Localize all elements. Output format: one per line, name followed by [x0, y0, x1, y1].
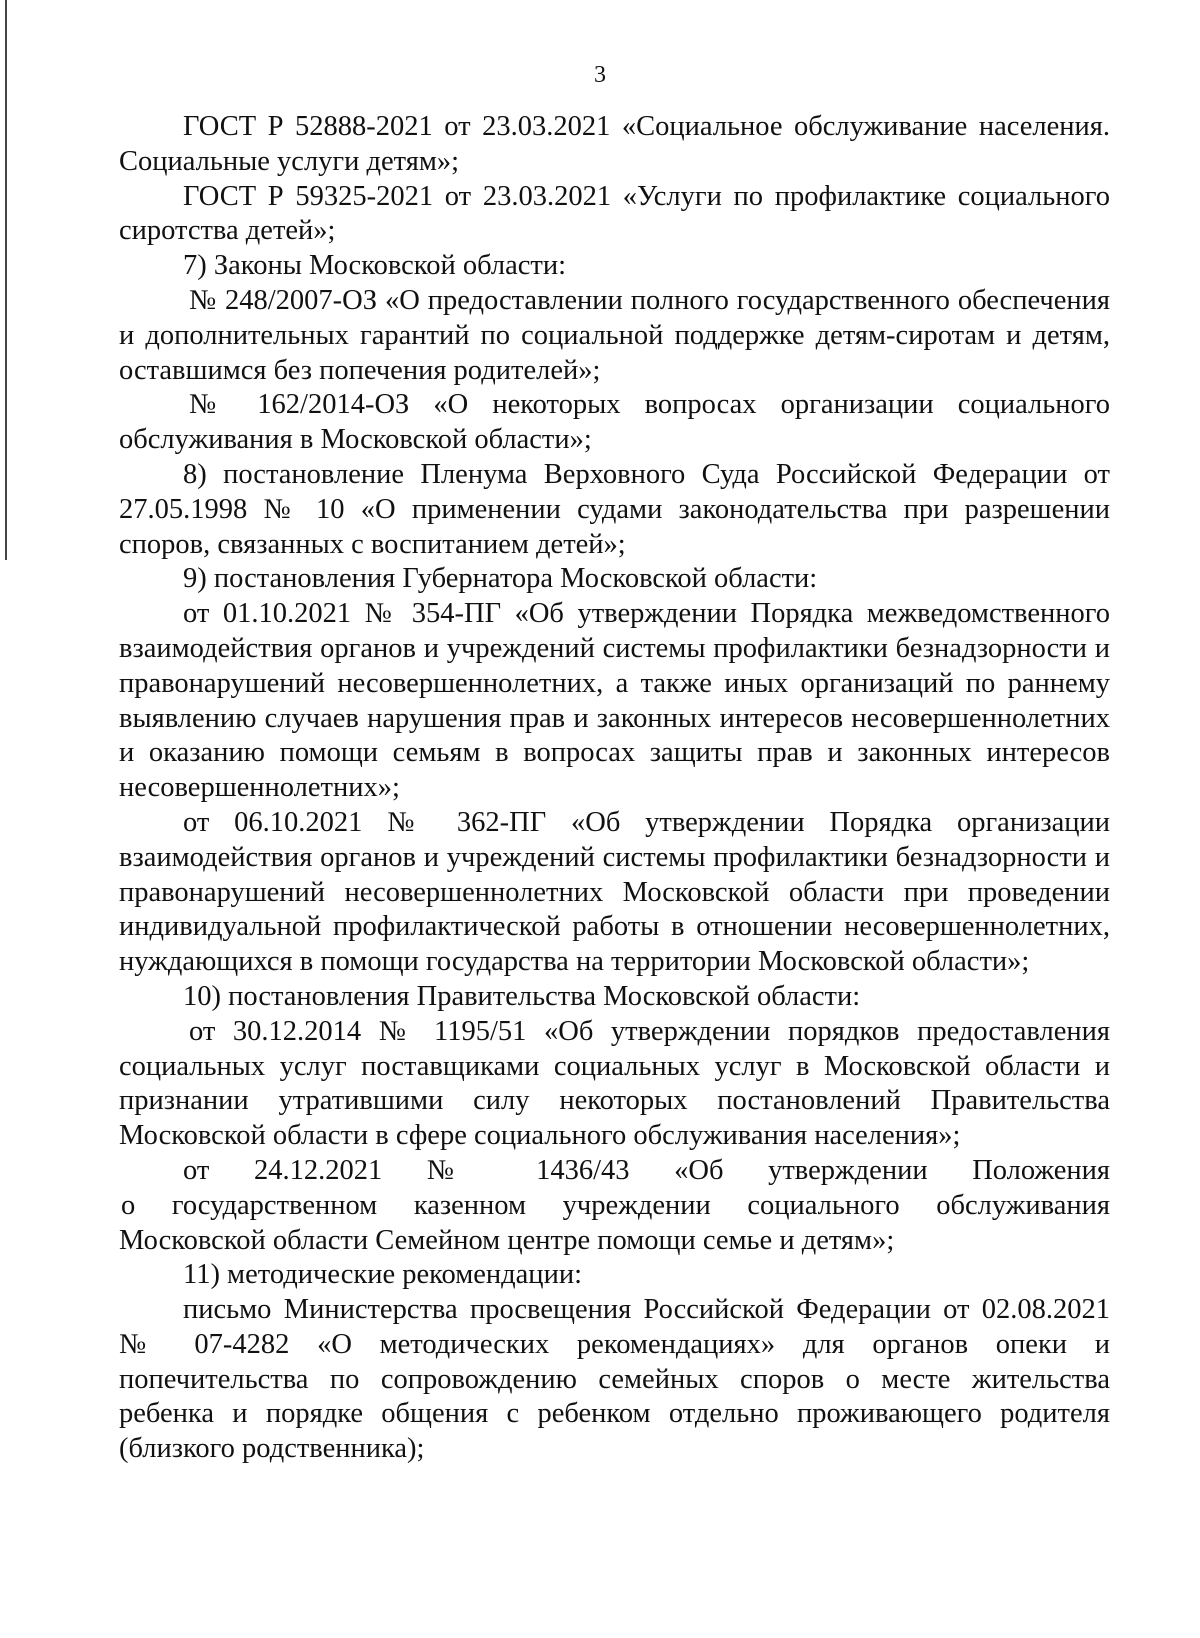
- paragraph-law-162-2014: № 162/2014-ОЗ «О некоторых вопросах организации социального обслуживания в Московской области»;: [119, 389, 1110, 456]
- paragraph-ministry-letter: письмо Министерства просвещения Российской Федерации от 02.08.2021 № 07-4282 «О методических рекомендациях» для органов опеки и попечительства по сопровождению семейных споров о месте жительства ребенка и порядке общения с ребенком отдельно проживающего родителя (близкого родственника);: [119, 1294, 1110, 1465]
- paragraph-family-center: о государственном казенном учреждении социального обслуживания Московской области Семейном центре помощи семье и детям»;: [119, 1189, 1110, 1256]
- paragraph-resolution-1195-51: от 30.12.2014 № 1195/51 «Об утверждении порядков предоставления социальных услуг поставщиками социальных услуг в Московской области и признании утратившими силу некоторых постановлений Правительства Московской области в сфере социального обслуживания населения»;: [119, 1015, 1110, 1152]
- paragraph-resolution-354-pg: от 01.10.2021 № 354-ПГ «Об утверждении Порядка межведомственного взаимодействия органов и учреждений системы профилактики безнадзорности и правонарушений несовершеннолетних, а также иных организаций по раннему выявлению случаев нарушения прав и законных интересов несовершеннолетних и оказанию помощи семьям в вопросах защиты прав и законных интересов несовершеннолетних»;: [119, 598, 1110, 804]
- paragraph-gost-59325: ГОСТ Р 59325-2021 от 23.03.2021 «Услуги по профилактике социального сиротства детей»;: [119, 180, 1110, 247]
- paragraph-governor-heading: 9) постановления Губернатора Московской области:: [183, 563, 818, 595]
- paragraph-methodical-heading: 11) методические рекомендации:: [183, 1259, 582, 1291]
- page-number: 3: [594, 62, 606, 88]
- document-body: [119, 110, 1110, 1467]
- paragraph-law-248-2007: № 248/2007-ОЗ «О предоставлении полного государственного обеспечения и дополнительных гарантий по социальной поддержке детям-сиротам и детям, оставшимся без попечения родителей»;: [119, 284, 1110, 386]
- paragraph-gost-52888: ГОСТ Р 52888-2021 от 23.03.2021 «Социальное обслуживание населения. Социальные услуги детям»;: [119, 111, 1110, 177]
- paragraph-plenum-resolution: 8) постановление Пленума Верховного Суда Российской Федерации от 27.05.1998 № 10 «О применении судами законодательства при разрешении споров, связанных с воспитанием детей»;: [119, 458, 1110, 560]
- paragraph-resolution-1436-43: от 24.12.2021 № 1436/43 «Об утверждении Положения: [183, 1154, 1110, 1186]
- paragraph-laws-heading: 7) Законы Московской области:: [183, 250, 567, 282]
- paragraph-resolution-362-pg: от 06.10.2021 № 362-ПГ «Об утверждении Порядка организации взаимодействия органов и учреждений системы профилактики безнадзорности и правонарушений несовершеннолетних Московской области при проведении индивидуальной профилактической работы в отношении несовершеннолетних, нуждающихся в помощи государства на территории Московской области»;: [119, 806, 1110, 978]
- paragraph-government-heading: 10) постановления Правительства Московской области:: [183, 980, 861, 1012]
